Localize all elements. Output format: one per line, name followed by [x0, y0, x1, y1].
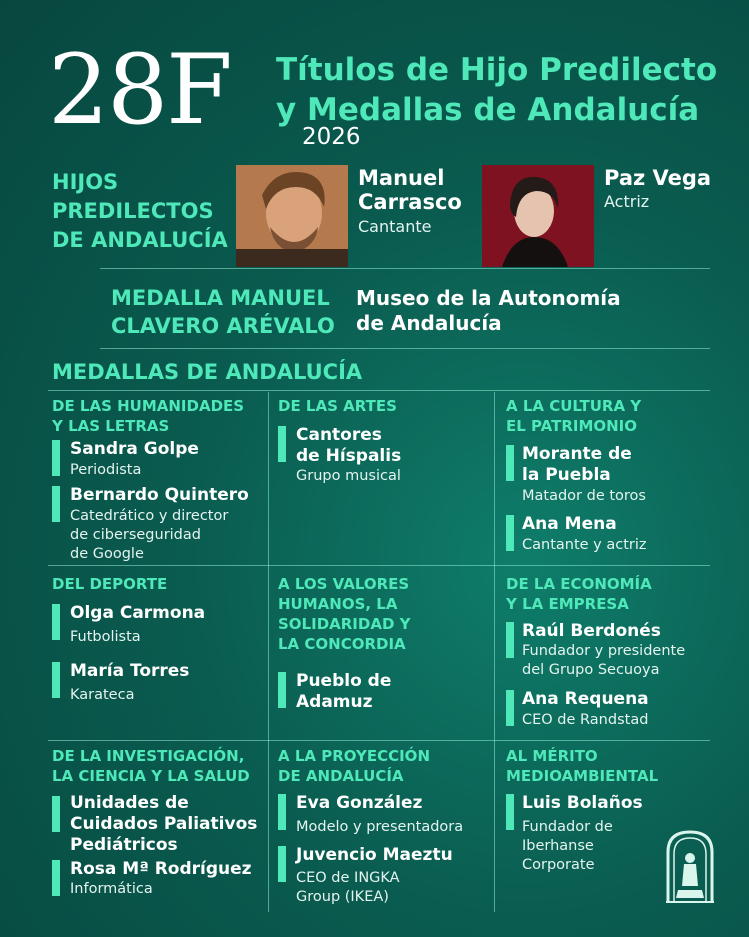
name-line: Pueblo de — [296, 671, 392, 691]
cat-line: EL PATRIMONIO — [506, 417, 638, 435]
recipient-desc: Futbolista — [70, 629, 141, 645]
label-line: MEDALLA MANUEL — [111, 286, 330, 310]
desc-line: Group (IKEA) — [296, 889, 389, 905]
category-investigacion — [52, 746, 250, 786]
category-cultura — [506, 396, 641, 436]
desc-line: Fundador de — [522, 819, 613, 835]
label-line: CLAVERO ARÉVALO — [111, 314, 335, 338]
desc-line: Corporate — [522, 857, 595, 873]
cat-line: A LOS VALORES — [278, 575, 410, 593]
title-line-1: Títulos de Hijo Predilecto — [276, 52, 718, 88]
grid-line — [48, 390, 710, 391]
accent-bar — [506, 445, 514, 481]
medalla-clavero-label — [111, 284, 335, 340]
name-line: Morante de — [522, 444, 632, 464]
recipient-desc: Grupo musical — [296, 468, 401, 484]
desc-line: de Google — [70, 546, 144, 562]
category-valores — [278, 574, 410, 654]
page-title — [276, 50, 717, 130]
manuel-carrasco-name — [358, 166, 462, 214]
cat-line: DE LA INVESTIGACIÓN, — [52, 747, 245, 765]
recipient-name: Juvencio Maeztu — [296, 845, 453, 865]
recipient-name — [296, 425, 401, 467]
hijos-label-line: DE ANDALUCÍA — [52, 228, 228, 252]
cat-line: Y LAS LETRAS — [52, 417, 170, 435]
accent-bar — [278, 794, 286, 830]
grid-line — [494, 392, 495, 912]
recipient-desc — [296, 869, 400, 907]
category-deporte: DEL DEPORTE — [52, 575, 168, 593]
manuel-carrasco-role: Cantante — [358, 217, 432, 236]
medallas-heading: MEDALLAS DE ANDALUCÍA — [52, 360, 363, 384]
recipient-name: Ana Requena — [522, 689, 649, 709]
recipient-name: Luis Bolaños — [522, 793, 643, 813]
recipient-name: Olga Carmona — [70, 603, 206, 623]
recipient-name — [522, 444, 632, 486]
accent-bar — [52, 860, 60, 896]
cat-line: DE ANDALUCÍA — [278, 767, 404, 785]
cat-line: Y LA EMPRESA — [506, 595, 629, 613]
accent-bar — [278, 426, 286, 462]
desc-line: de ciberseguridad — [70, 527, 201, 543]
cat-line: AL MÉRITO — [506, 747, 598, 765]
accent-bar — [52, 662, 60, 698]
recipient-name: Ana Mena — [522, 514, 617, 534]
name-line: Adamuz — [296, 692, 373, 712]
grid-line — [48, 565, 710, 566]
category-humanidades — [52, 396, 244, 436]
cat-line: A LA CULTURA Y — [506, 397, 642, 415]
hijos-predilectos-label — [52, 168, 228, 255]
recipient-name: María Torres — [70, 661, 190, 681]
hijos-label-line: PREDILECTOS — [52, 199, 214, 223]
desc-line: CEO de INGKA — [296, 870, 400, 886]
accent-bar — [278, 672, 286, 708]
name-line: Museo de la Autonomía — [356, 286, 621, 310]
accent-bar — [506, 622, 514, 658]
recipient-name — [296, 671, 391, 713]
name-line: Manuel — [358, 166, 445, 190]
name-line: de Híspalis — [296, 446, 402, 466]
desc-line: Fundador y presidente — [522, 643, 686, 659]
recipient-desc: Karateca — [70, 687, 135, 703]
accent-bar — [52, 486, 60, 522]
cat-line: DE LAS HUMANIDADES — [52, 397, 245, 415]
name-line: la Puebla — [522, 465, 611, 485]
year: 2026 — [302, 124, 361, 150]
cat-line: DE LA ECONOMÍA — [506, 575, 652, 593]
cat-line: LA CIENCIA Y LA SALUD — [52, 767, 250, 785]
accent-bar — [278, 846, 286, 882]
paz-vega-photo — [482, 165, 594, 267]
divider — [100, 348, 710, 349]
title-line-2: y Medallas de Andalucía — [276, 92, 700, 128]
desc-line: del Grupo Secuoya — [522, 662, 660, 678]
recipient-desc: Informática — [70, 881, 153, 897]
recipient-name: Eva González — [296, 793, 423, 813]
medalla-clavero-recipient — [356, 286, 621, 336]
accent-bar — [506, 690, 514, 726]
cat-line: MEDIOAMBIENTAL — [506, 767, 659, 785]
recipient-desc: Matador de toros — [522, 488, 646, 504]
grid-line — [48, 740, 710, 741]
category-economia — [506, 574, 652, 614]
accent-bar — [52, 440, 60, 476]
category-proyeccion — [278, 746, 430, 786]
name-line: Cantores — [296, 425, 382, 445]
recipient-desc — [522, 642, 685, 680]
cat-line: A LA PROYECCIÓN — [278, 747, 430, 765]
name-line: Cuidados Paliativos — [70, 814, 258, 834]
hijos-label-line: HIJOS — [52, 170, 119, 194]
divider — [100, 268, 710, 269]
recipient-desc: Modelo y presentadora — [296, 819, 464, 835]
recipient-name: Sandra Golpe — [70, 439, 199, 459]
recipient-desc — [70, 507, 228, 564]
category-medioambiental — [506, 746, 658, 786]
paz-vega-role: Actriz — [604, 192, 650, 211]
cat-line: SOLIDARIDAD Y — [278, 615, 411, 633]
name-line: Pediátricos — [70, 835, 178, 855]
paz-vega-name: Paz Vega — [604, 166, 712, 190]
junta-andalucia-emblem-icon — [664, 828, 716, 904]
recipient-name: Rosa Mª Rodríguez — [70, 859, 252, 879]
recipient-desc — [522, 818, 613, 875]
accent-bar — [52, 604, 60, 640]
desc-line: Catedrático y director — [70, 508, 229, 524]
category-artes: DE LAS ARTES — [278, 397, 397, 415]
name-line: Unidades de — [70, 793, 189, 813]
recipient-name — [70, 793, 257, 856]
accent-bar — [52, 796, 60, 832]
recipient-name: Bernardo Quintero — [70, 485, 249, 505]
grid-line — [268, 392, 269, 912]
cat-line: LA CONCORDIA — [278, 635, 406, 653]
logo-28f: 28F — [48, 34, 231, 146]
accent-bar — [506, 794, 514, 830]
recipient-desc: Cantante y actriz — [522, 537, 647, 553]
name-line: Carrasco — [358, 190, 462, 214]
manuel-carrasco-photo — [236, 165, 348, 267]
recipient-desc: Periodista — [70, 462, 142, 478]
recipient-desc: CEO de Randstad — [522, 712, 649, 728]
name-line: de Andalucía — [356, 311, 502, 335]
desc-line: Iberhanse — [522, 838, 594, 854]
recipient-name: Raúl Berdonés — [522, 621, 661, 641]
cat-line: HUMANOS, LA — [278, 595, 398, 613]
accent-bar — [506, 515, 514, 551]
